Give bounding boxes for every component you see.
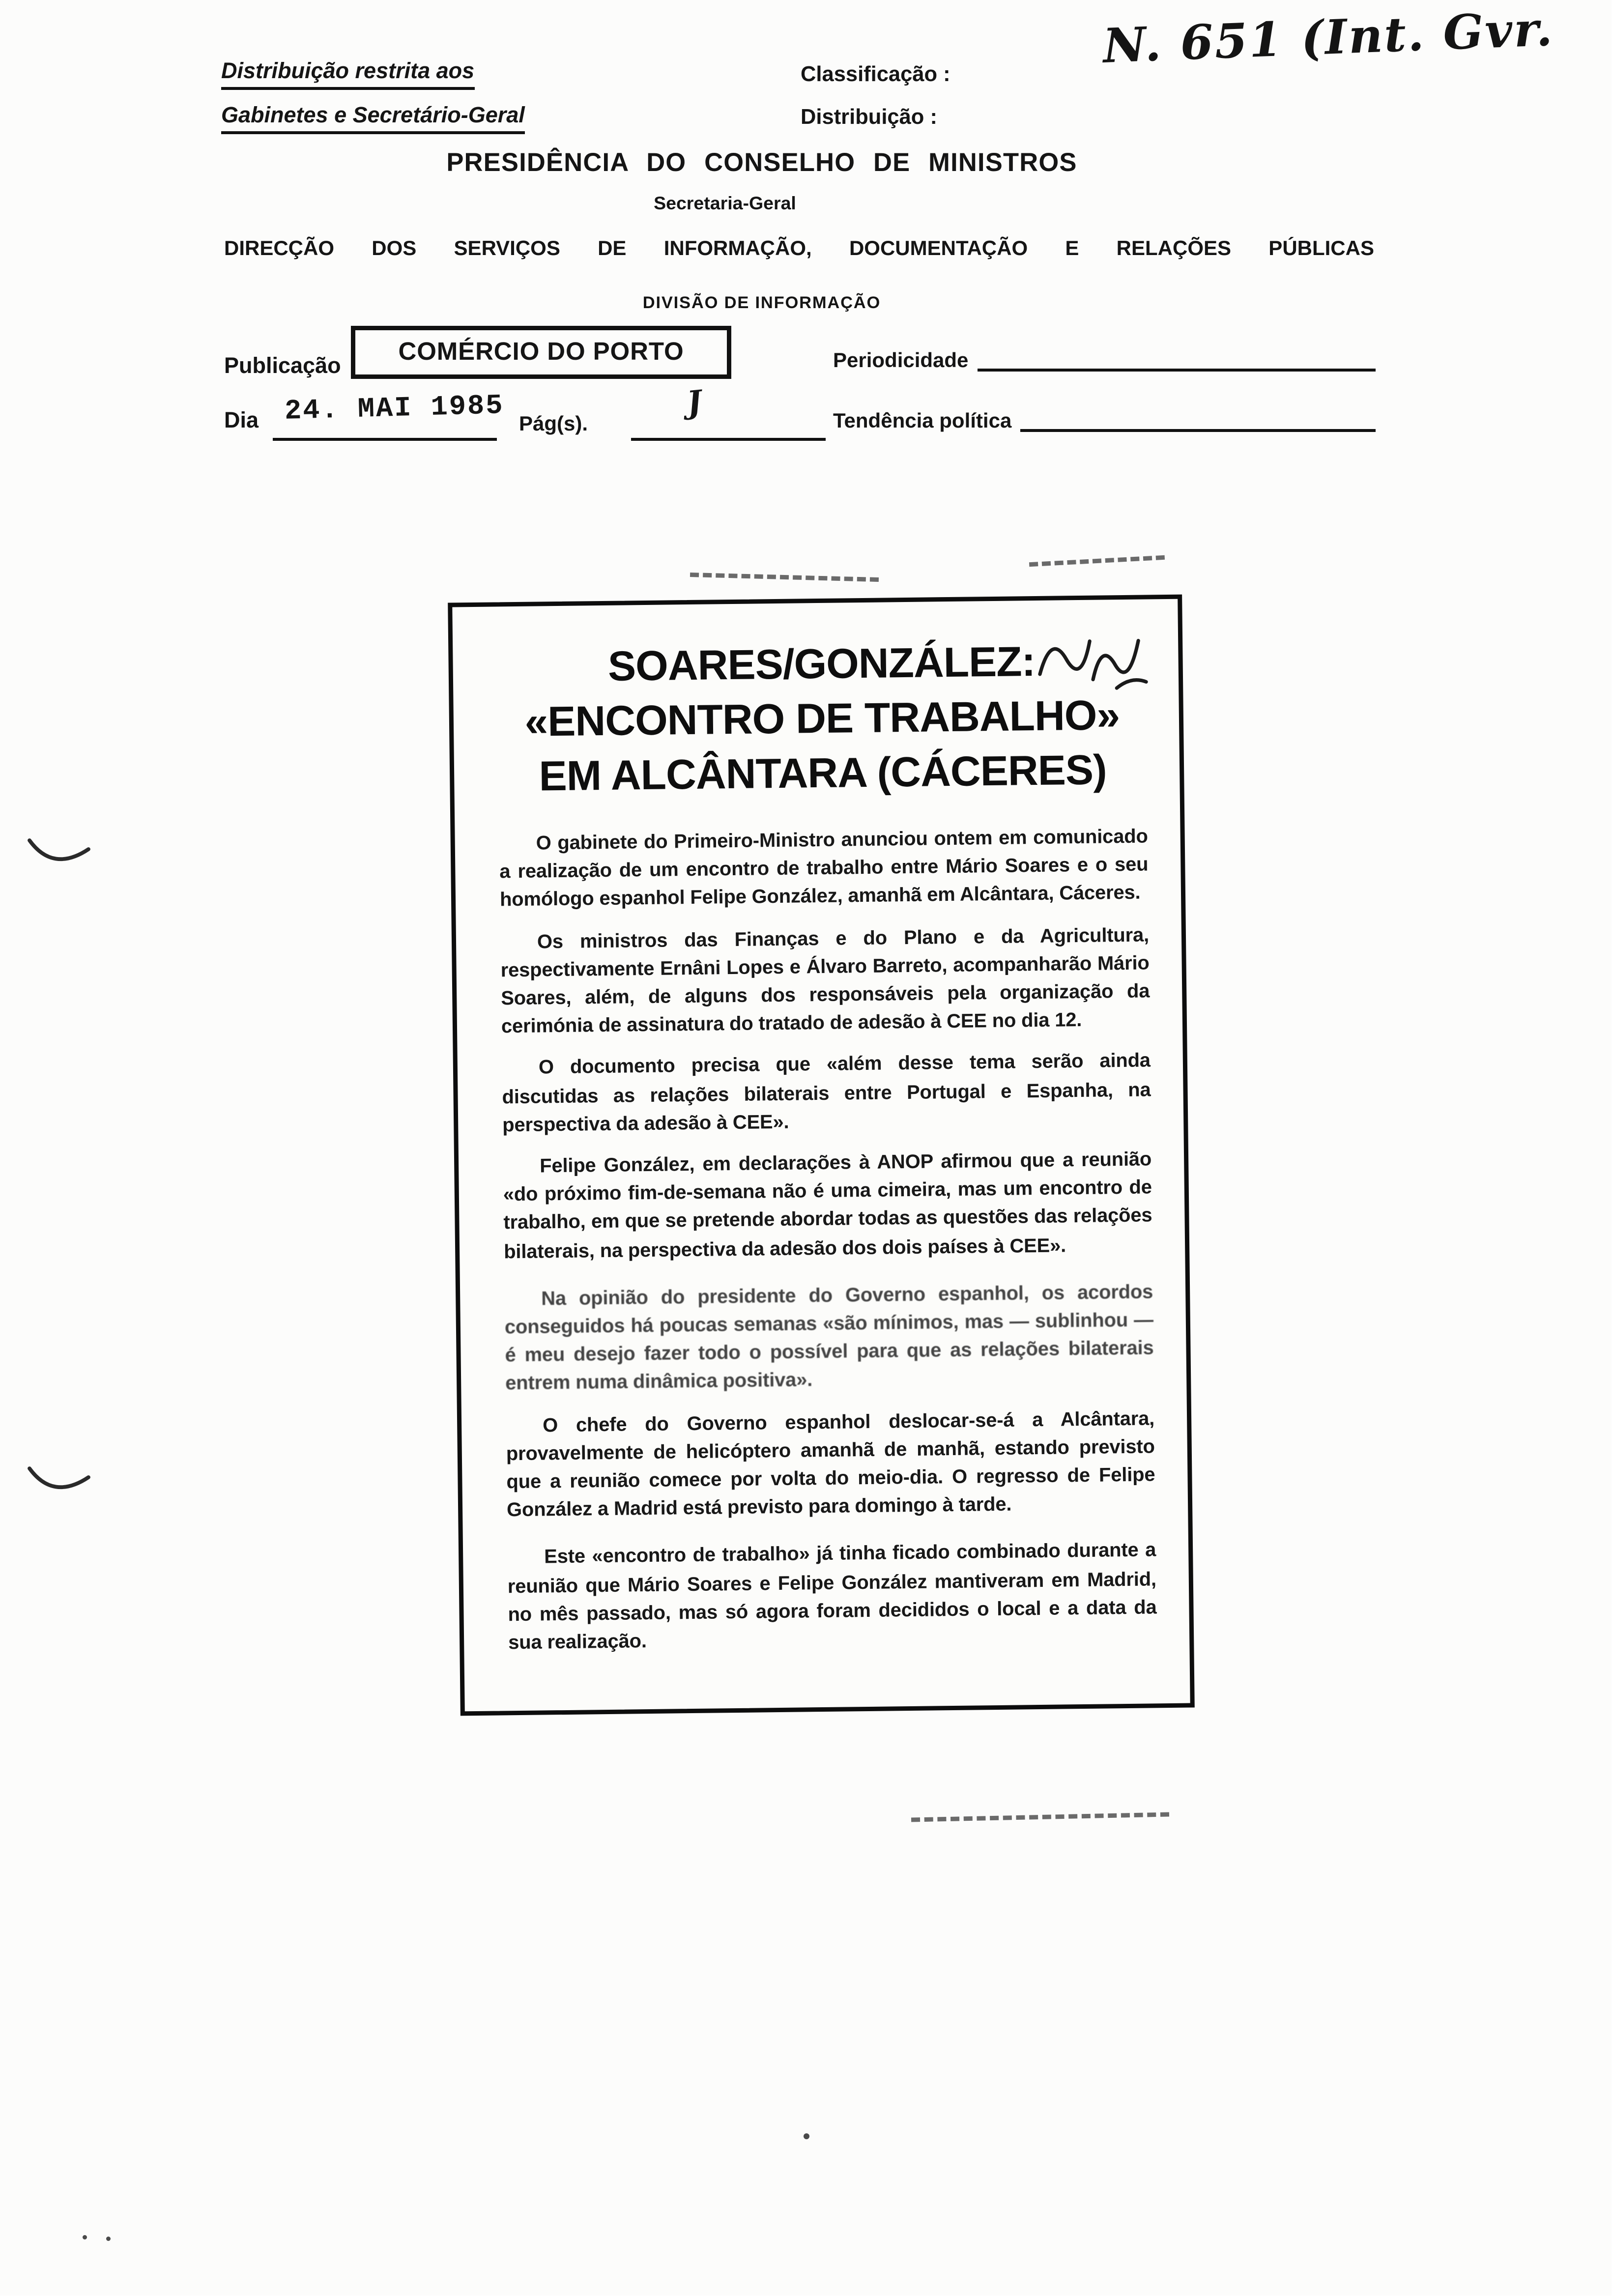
clipping-border-box <box>448 595 1195 1717</box>
clipping-paragraph: O documento precisa que «além desse tema serão ainda discutidas as relações bilaterais entre Portugal e Espanha, na perspectiva da adesão à CEE». <box>502 1049 1151 1136</box>
torn-edge-mark-top-right <box>1029 555 1165 567</box>
tendencia-blank-line <box>1020 408 1376 432</box>
restricted-line-1: Distribuição restrita aos <box>221 59 474 90</box>
classificacao-label: Classificação : <box>801 63 950 87</box>
periodicidade-label: Periodicidade <box>833 348 969 372</box>
torn-edge-mark-top-left <box>690 573 879 582</box>
handwritten-reference-note: N. 651 (Int. Gvr. <box>1102 0 1555 74</box>
org-direction-line: DIRECÇÃO DOS SERVIÇOS DE INFORMAÇÃO, DOCUMENTAÇÃO E RELAÇÕES PÚBLICAS <box>224 236 1374 259</box>
tendencia-field <box>833 408 1376 432</box>
restricted-distribution-note <box>221 59 525 147</box>
torn-edge-mark-bottom <box>911 1812 1169 1822</box>
headline-line-2: «ENCONTRO DE TRABALHO» <box>524 692 1120 746</box>
headline-line-3: EM ALCÂNTARA (CÁCERES) <box>539 747 1107 801</box>
scan-noise-dot <box>106 2237 111 2241</box>
newspaper-clipping <box>448 595 1195 1717</box>
clipping-paragraph: O gabinete do Primeiro-Ministro anunciou ontem em comunicado a realização de um encontro de trabalho entre Mário Soares e o seu homólogo espanhol Felipe González, amanhã em Alcântara, Cáceres. <box>499 825 1149 911</box>
clipping-paragraph: Na opinião do presidente do Governo espanhol, os acordos conseguidos há poucas semanas «são mínimos, mas — sublinhou — é meu desejo fazer todo o possível para que as relações bilaterais entrem numa dinâmica positiva». <box>504 1280 1154 1395</box>
clipping-paragraph: Os ministros das Finanças e do Plano e da Agricultura, respectivamente Ernâni Lopes e Álvaro Barreto, acompanharão Mário Soares, além, de alguns dos responsáveis pela organização da cerimónia de assinatura do tratado de adesão à CEE no dia 12. <box>500 923 1150 1038</box>
dia-underline <box>273 438 497 441</box>
clipping-paragraph: Este «encontro de trabalho» já tinha ficado combinado durante a reunião que Mário Soares e Felipe González mantiveram em Madrid, no mês passado, mas só agora foram decididos o local e a data da sua realização. <box>507 1539 1157 1654</box>
publicacao-label: Publicação <box>224 354 341 379</box>
handwritten-scribble-icon <box>1028 614 1155 698</box>
classification-labels <box>801 63 950 149</box>
org-subtitle: Secretaria-Geral <box>654 193 796 214</box>
periodicidade-blank-line <box>977 348 1376 372</box>
date-stamp: 24. MAI 1985 <box>284 389 505 428</box>
distribuicao-label: Distribuição : <box>801 106 937 130</box>
scan-noise-dot <box>83 2235 87 2239</box>
pags-label: Pág(s). <box>519 411 588 435</box>
clipping-headline <box>497 634 1148 805</box>
publicacao-value-box: COMÉRCIO DO PORTO <box>351 326 731 379</box>
handwritten-margin-mark-icon <box>24 1454 94 1501</box>
pags-underline <box>631 438 826 441</box>
clipping-paragraph: O chefe do Governo espanhol deslocar-se-á a Alcântara, provavelmente de helicóptero amanhã de manhã, estando previsto que a reunião comece por volta do meio-dia. O regresso de Felipe González a Madrid está previsto para domingo à tarde. <box>506 1406 1155 1521</box>
clipping-body <box>499 822 1157 1657</box>
dia-label: Dia <box>224 408 259 433</box>
scan-noise-dot <box>804 2133 809 2139</box>
restricted-line-2: Gabinetes e Secretário-Geral <box>221 103 525 134</box>
periodicidade-field <box>833 348 1376 372</box>
org-division-line: DIVISÃO DE INFORMAÇÃO <box>642 295 881 313</box>
org-title: PRESIDÊNCIA DO CONSELHO DE MINISTROS <box>446 147 1077 177</box>
handwritten-margin-mark-icon <box>24 826 94 873</box>
headline-line-1: SOARES/GONZÁLEZ: <box>607 639 1036 691</box>
tendencia-label: Tendência política <box>833 408 1012 432</box>
clipping-paragraph: Felipe González, em declarações à ANOP afirmou que a reunião «do próximo fim-de-semana não é uma cimeira, mas um encontro de trabalho, em que se pretende abordar todas as questões das relações bilaterais, na perspectiva da adesão dos dois países à CEE». <box>503 1148 1152 1263</box>
pags-handwritten-value: J <box>685 382 704 421</box>
